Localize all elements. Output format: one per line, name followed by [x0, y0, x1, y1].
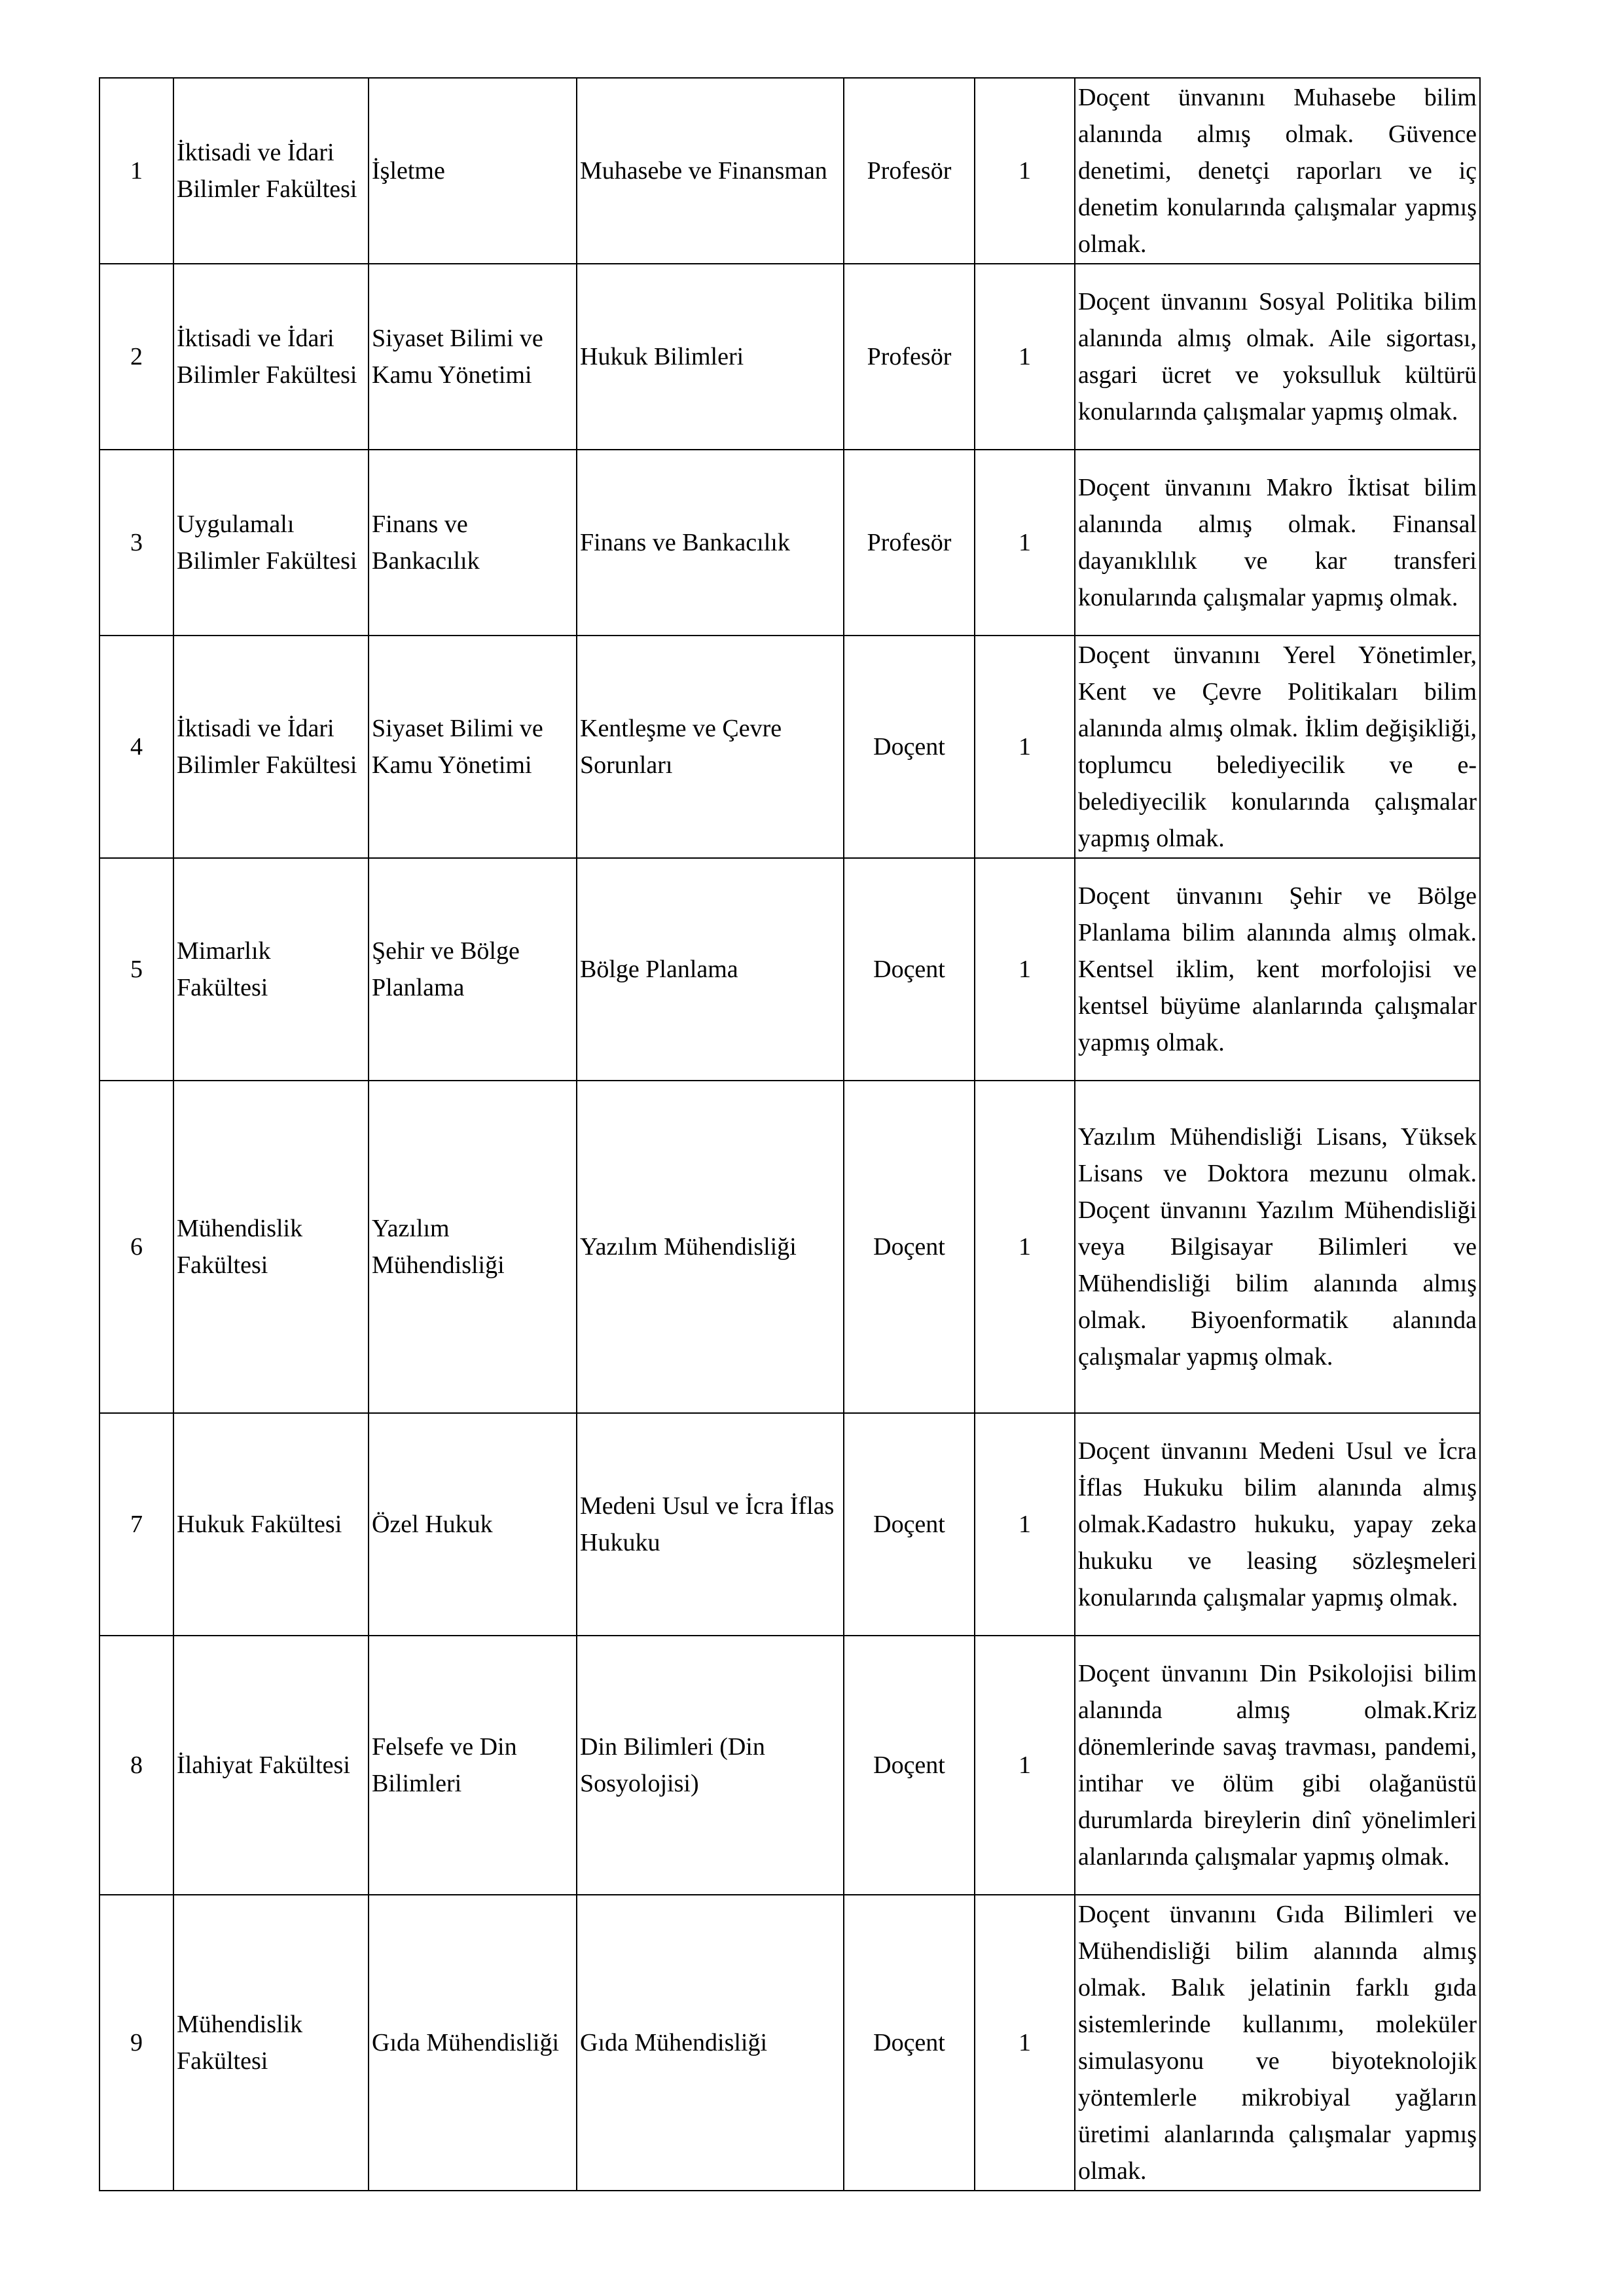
row-number: 2	[99, 264, 173, 450]
positions-table	[99, 77, 1481, 2191]
count-cell: 1	[975, 1081, 1075, 1413]
area-cell: Kentleşme ve Çevre Sorunları	[577, 636, 844, 858]
row-number: 6	[99, 1081, 173, 1413]
area-cell: Hukuk Bilimleri	[577, 264, 844, 450]
department-cell: İşletme	[369, 78, 577, 264]
table-row	[99, 1636, 1480, 1895]
faculty-cell: Mimarlık Fakültesi	[173, 858, 369, 1081]
department-cell: Felsefe ve Din Bilimleri	[369, 1636, 577, 1895]
department-cell: Siyaset Bilimi ve Kamu Yönetimi	[369, 264, 577, 450]
title-cell: Profesör	[844, 264, 975, 450]
row-number: 4	[99, 636, 173, 858]
faculty-cell: İktisadi ve İdari Bilimler Fakültesi	[173, 636, 369, 858]
row-number: 7	[99, 1413, 173, 1636]
title-cell: Profesör	[844, 78, 975, 264]
requirements-cell: Doçent ünvanını Şehir ve Bölge Planlama bilim alanında almış olmak. Kentsel iklim, kent morfolojisi ve kentsel büyüme alanlarında çalışmalar yapmış olmak.	[1075, 858, 1480, 1081]
area-cell: Muhasebe ve Finansman	[577, 78, 844, 264]
area-cell: Finans ve Bankacılık	[577, 450, 844, 636]
requirements-cell: Doçent ünvanını Din Psikolojisi bilim alanında almış olmak.Kriz dönemlerinde savaş travması, pandemi, intihar ve ölüm gibi olağanüstü durumlarda bireylerin dinî yönelimleri alanlarında çalışmalar yapmış olmak.	[1075, 1636, 1480, 1895]
department-cell: Yazılım Mühendisliği	[369, 1081, 577, 1413]
requirements-cell: Doçent ünvanını Gıda Bilimleri ve Mühendisliği bilim alanında almış olmak. Balık jelatinin farklı gıda sistemlerinde kullanımı, moleküler simulasyonu ve biyoteknolojik yöntemlerle mikrobiyal yağların üretimi alanlarında çalışmalar yapmış olmak.	[1075, 1895, 1480, 2191]
title-cell: Doçent	[844, 636, 975, 858]
area-cell: Medeni Usul ve İcra İflas Hukuku	[577, 1413, 844, 1636]
title-cell: Doçent	[844, 1081, 975, 1413]
department-cell: Gıda Mühendisliği	[369, 1895, 577, 2191]
requirements-cell: Doçent ünvanını Muhasebe bilim alanında almış olmak. Güvence denetimi, denetçi raporları ve iç denetim konularında çalışmalar yapmış olmak.	[1075, 78, 1480, 264]
title-cell: Doçent	[844, 1895, 975, 2191]
count-cell: 1	[975, 1413, 1075, 1636]
requirements-cell: Doçent ünvanını Medeni Usul ve İcra İflas Hukuku bilim alanında almış olmak.Kadastro hukuku, yapay zeka hukuku ve leasing sözleşmeleri konularında çalışmalar yapmış olmak.	[1075, 1413, 1480, 1636]
requirements-cell: Yazılım Mühendisliği Lisans, Yüksek Lisans ve Doktora mezunu olmak. Doçent ünvanını Yazılım Mühendisliği veya Bilgisayar Bilimleri ve Mühendisliği bilim alanında almış olmak. Biyoenformatik alanında çalışmalar yapmış olmak.	[1075, 1081, 1480, 1413]
faculty-cell: Mühendislik Fakültesi	[173, 1081, 369, 1413]
faculty-cell: İlahiyat Fakültesi	[173, 1636, 369, 1895]
area-cell: Din Bilimleri (Din Sosyolojisi)	[577, 1636, 844, 1895]
table-row	[99, 1081, 1480, 1413]
faculty-cell: Uygulamalı Bilimler Fakültesi	[173, 450, 369, 636]
area-cell: Bölge Planlama	[577, 858, 844, 1081]
table-row	[99, 1413, 1480, 1636]
table-row	[99, 450, 1480, 636]
count-cell: 1	[975, 450, 1075, 636]
requirements-cell: Doçent ünvanını Yerel Yönetimler, Kent ve Çevre Politikaları bilim alanında almış olmak. İklim değişikliği, toplumcu belediyecilik ve e-belediyecilik konularında çalışmalar yapmış olmak.	[1075, 636, 1480, 858]
requirements-cell: Doçent ünvanını Makro İktisat bilim alanında almış olmak. Finansal dayanıklılık ve kar transferi konularında çalışmalar yapmış olmak.	[1075, 450, 1480, 636]
table-row	[99, 1895, 1480, 2191]
table-row	[99, 636, 1480, 858]
faculty-cell: İktisadi ve İdari Bilimler Fakültesi	[173, 78, 369, 264]
department-cell: Şehir ve Bölge Planlama	[369, 858, 577, 1081]
row-number: 8	[99, 1636, 173, 1895]
title-cell: Doçent	[844, 858, 975, 1081]
count-cell: 1	[975, 264, 1075, 450]
row-number: 3	[99, 450, 173, 636]
table-row	[99, 264, 1480, 450]
title-cell: Doçent	[844, 1413, 975, 1636]
title-cell: Doçent	[844, 1636, 975, 1895]
table-row	[99, 858, 1480, 1081]
count-cell: 1	[975, 636, 1075, 858]
document-page	[99, 77, 1479, 2191]
count-cell: 1	[975, 1636, 1075, 1895]
requirements-cell: Doçent ünvanını Sosyal Politika bilim alanında almış olmak. Aile sigortası, asgari ücret ve yoksulluk kültürü konularında çalışmalar yapmış olmak.	[1075, 264, 1480, 450]
department-cell: Özel Hukuk	[369, 1413, 577, 1636]
area-cell: Yazılım Mühendisliği	[577, 1081, 844, 1413]
department-cell: Finans ve Bankacılık	[369, 450, 577, 636]
count-cell: 1	[975, 858, 1075, 1081]
count-cell: 1	[975, 78, 1075, 264]
count-cell: 1	[975, 1895, 1075, 2191]
department-cell: Siyaset Bilimi ve Kamu Yönetimi	[369, 636, 577, 858]
row-number: 5	[99, 858, 173, 1081]
table-row	[99, 78, 1480, 264]
faculty-cell: Hukuk Fakültesi	[173, 1413, 369, 1636]
area-cell: Gıda Mühendisliği	[577, 1895, 844, 2191]
title-cell: Profesör	[844, 450, 975, 636]
faculty-cell: İktisadi ve İdari Bilimler Fakültesi	[173, 264, 369, 450]
row-number: 9	[99, 1895, 173, 2191]
row-number: 1	[99, 78, 173, 264]
faculty-cell: Mühendislik Fakültesi	[173, 1895, 369, 2191]
